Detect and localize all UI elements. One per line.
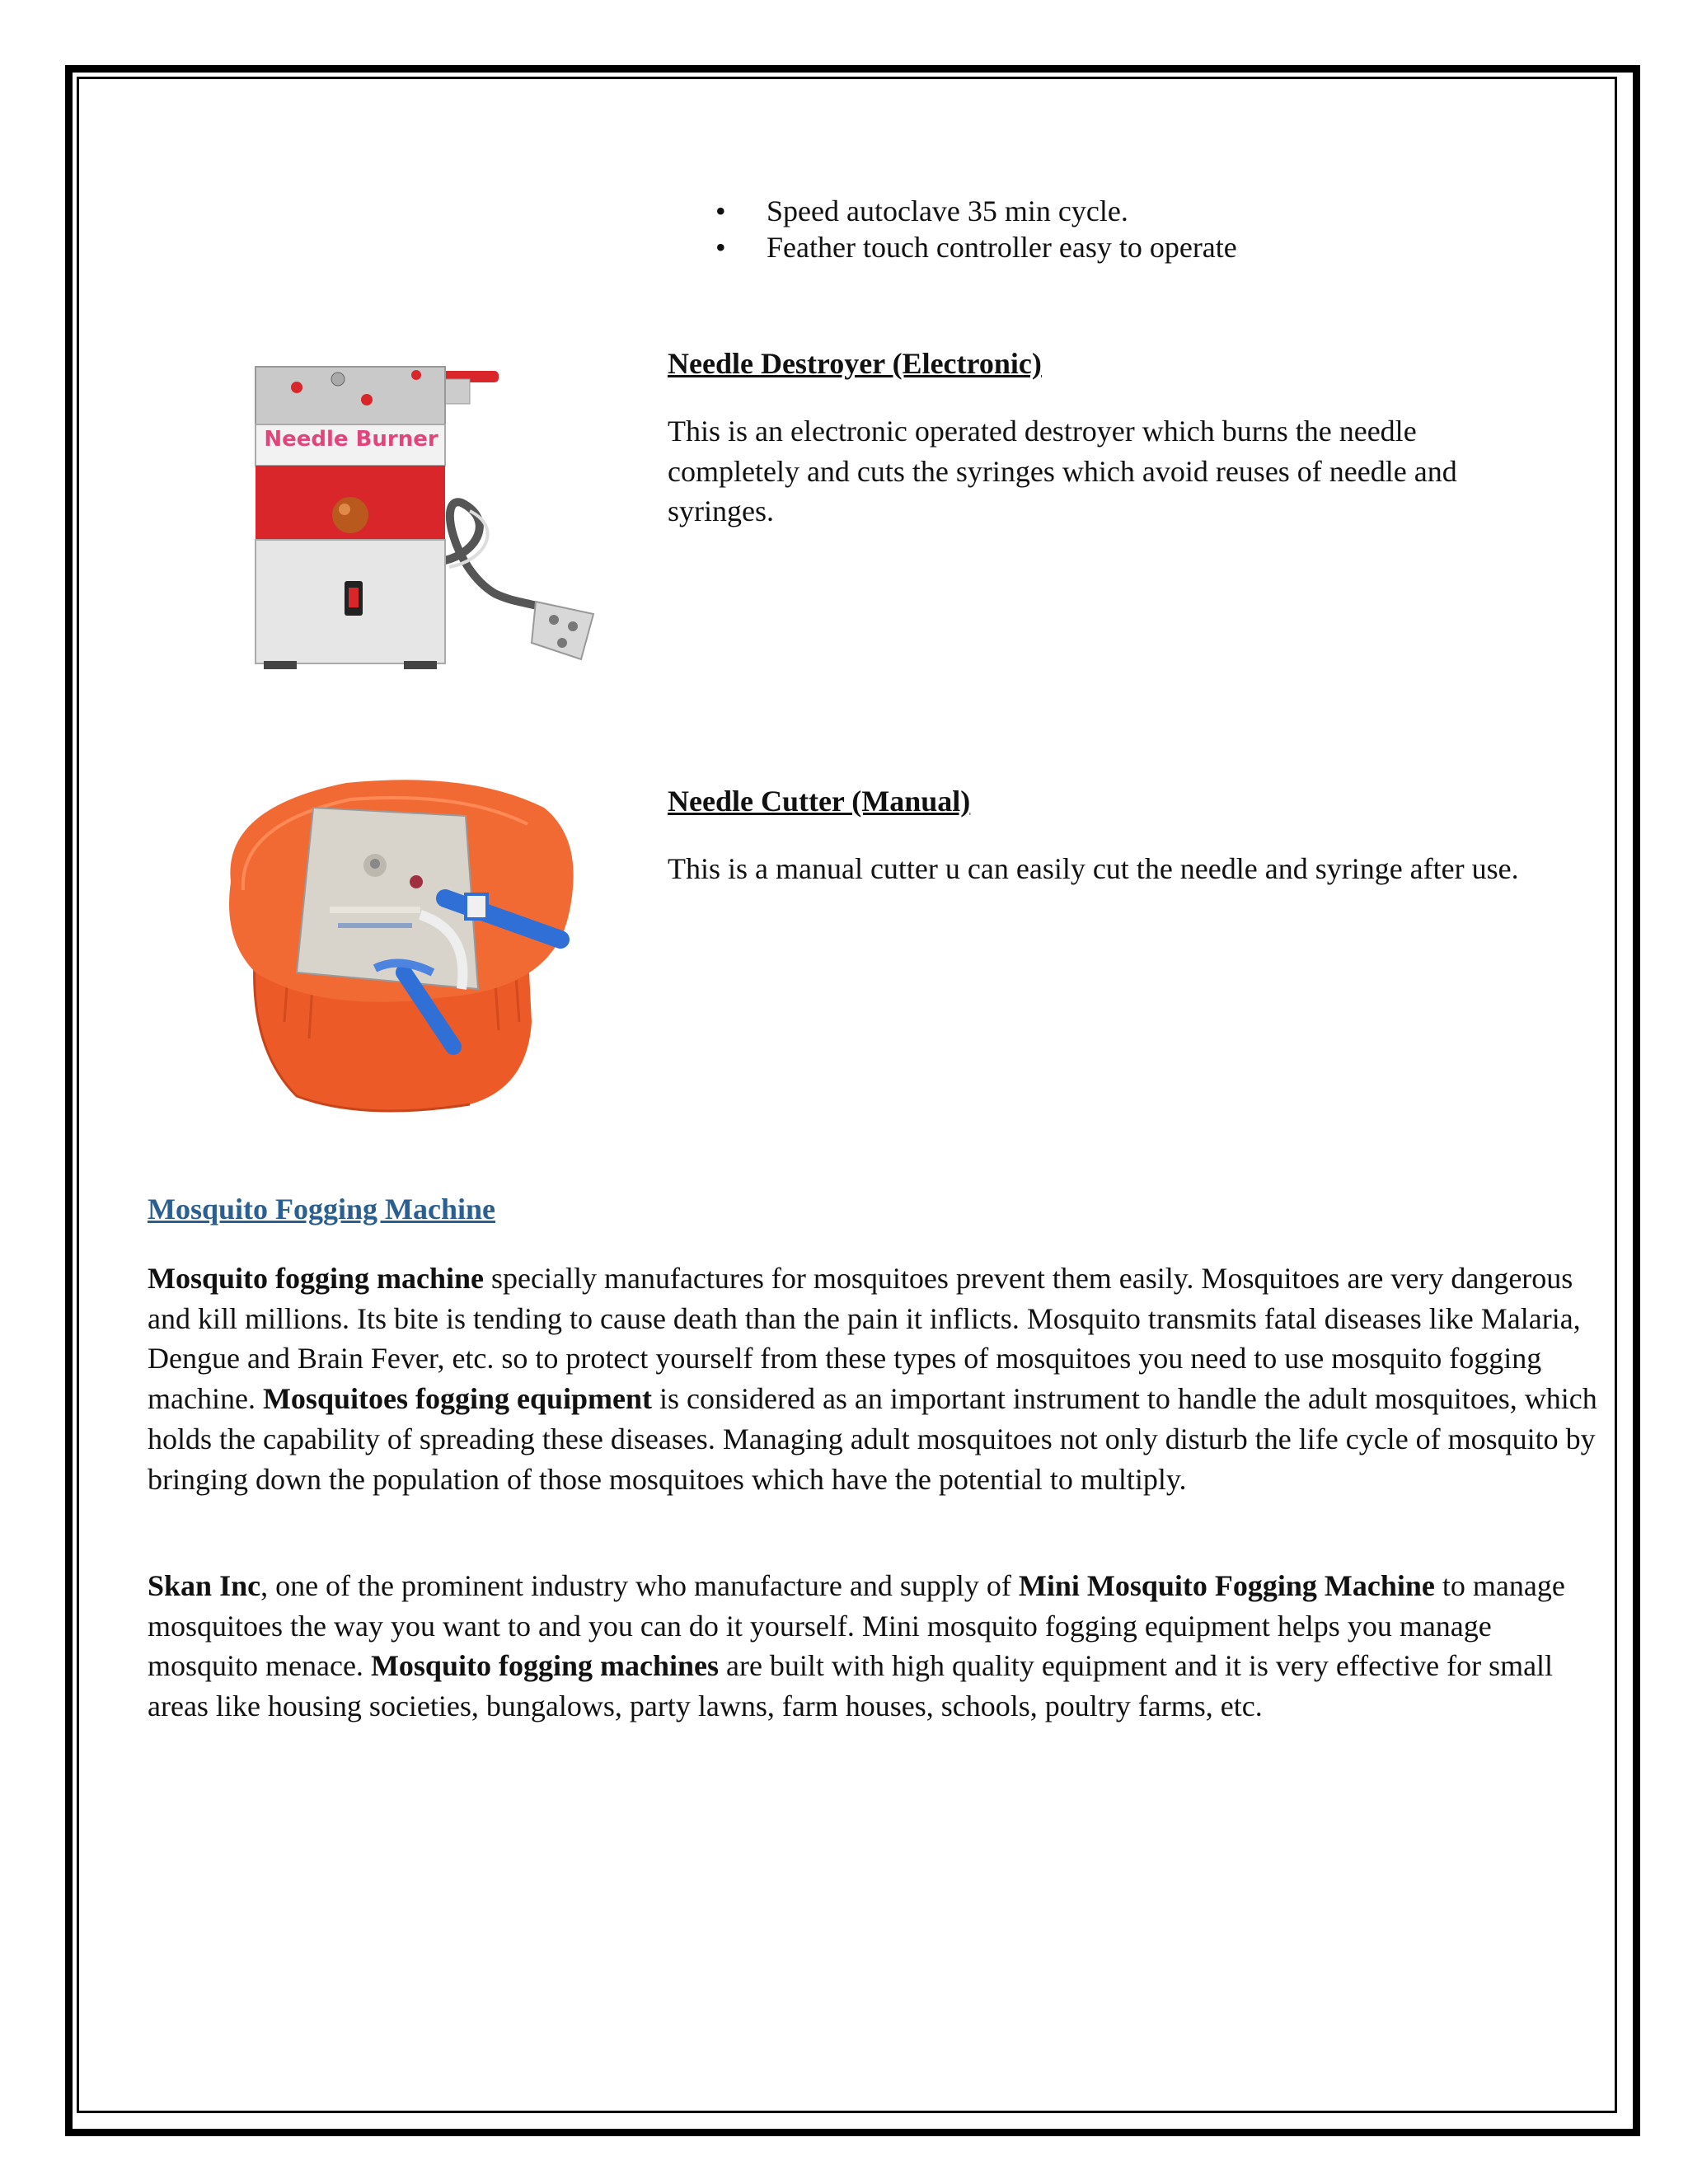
- mosquito-paragraph-2: Skan Inc, one of the prominent industry who manufacture and supply of Mini Mosquito Fogging Machine to manage mosquitoes the way you want to and you can do it yourself. Mini mosquito fogging equipment helps you manage mosquito menace. Mosquito fogging machines are built with high quality equipment and it is very effective for small areas like housing societies, bungalows, party lawns, farm houses, schools, poultry farms, etc.: [148, 1569, 1565, 1723]
- bullet-dot-icon: •: [715, 194, 726, 227]
- bold-term: Skan Inc: [148, 1569, 261, 1602]
- bullet-dot-icon: •: [715, 231, 726, 264]
- needle-destroyer-title: Needle Destroyer (Electronic): [668, 347, 1042, 380]
- bold-term: Mini Mosquito Fogging Machine: [1018, 1569, 1435, 1602]
- feature-bullet-list: [709, 193, 1599, 265]
- needle-cutter-title: Needle Cutter (Manual): [668, 785, 971, 818]
- bullet-item: • Speed autoclave 35 min cycle.: [715, 194, 1128, 227]
- needle-destroyer-description: This is an electronic operated destroyer which burns the needle completely and cuts the syringes which avoid reuses of needle and syringes.: [668, 415, 1457, 527]
- needle-cutter-description: This is a manual cutter u can easily cut the needle and syringe after use.: [668, 852, 1519, 885]
- bullet-item: • Feather touch controller easy to operate: [715, 231, 1237, 264]
- needle-burner-label: Needle Burner: [264, 427, 438, 452]
- needle-cutter-image: [198, 775, 626, 1129]
- bold-term: Mosquitoes fogging equipment: [262, 1382, 652, 1416]
- mosquito-section-title[interactable]: Mosquito Fogging Machine: [148, 1193, 496, 1226]
- mosquito-paragraph-1: Mosquito fogging machine specially manufactures for mosquitoes prevent them easily. Mosquitoes are very dangerous and kill millions. Its bite is tending to cause death than the pain it inflicts. Mosquito transmits fatal diseases like Malaria, Dengue and Brain Fever, etc. so to protect yourself from these types of mosquitoes you need to use mosquito fogging machine. Mosquitoes fogging equipment is considered as an important instrument to handle the adult mosquitoes, which holds the capability of spreading these diseases. Managing adult mosquitoes not only disturb the life cycle of mosquito by bringing down the population of those mosquitoes which have the potential to multiply.: [148, 1262, 1597, 1496]
- bold-term: Mosquito fogging machine: [148, 1262, 485, 1295]
- needle-burner-image: [247, 354, 602, 676]
- bold-term: Mosquito fogging machines: [370, 1649, 719, 1683]
